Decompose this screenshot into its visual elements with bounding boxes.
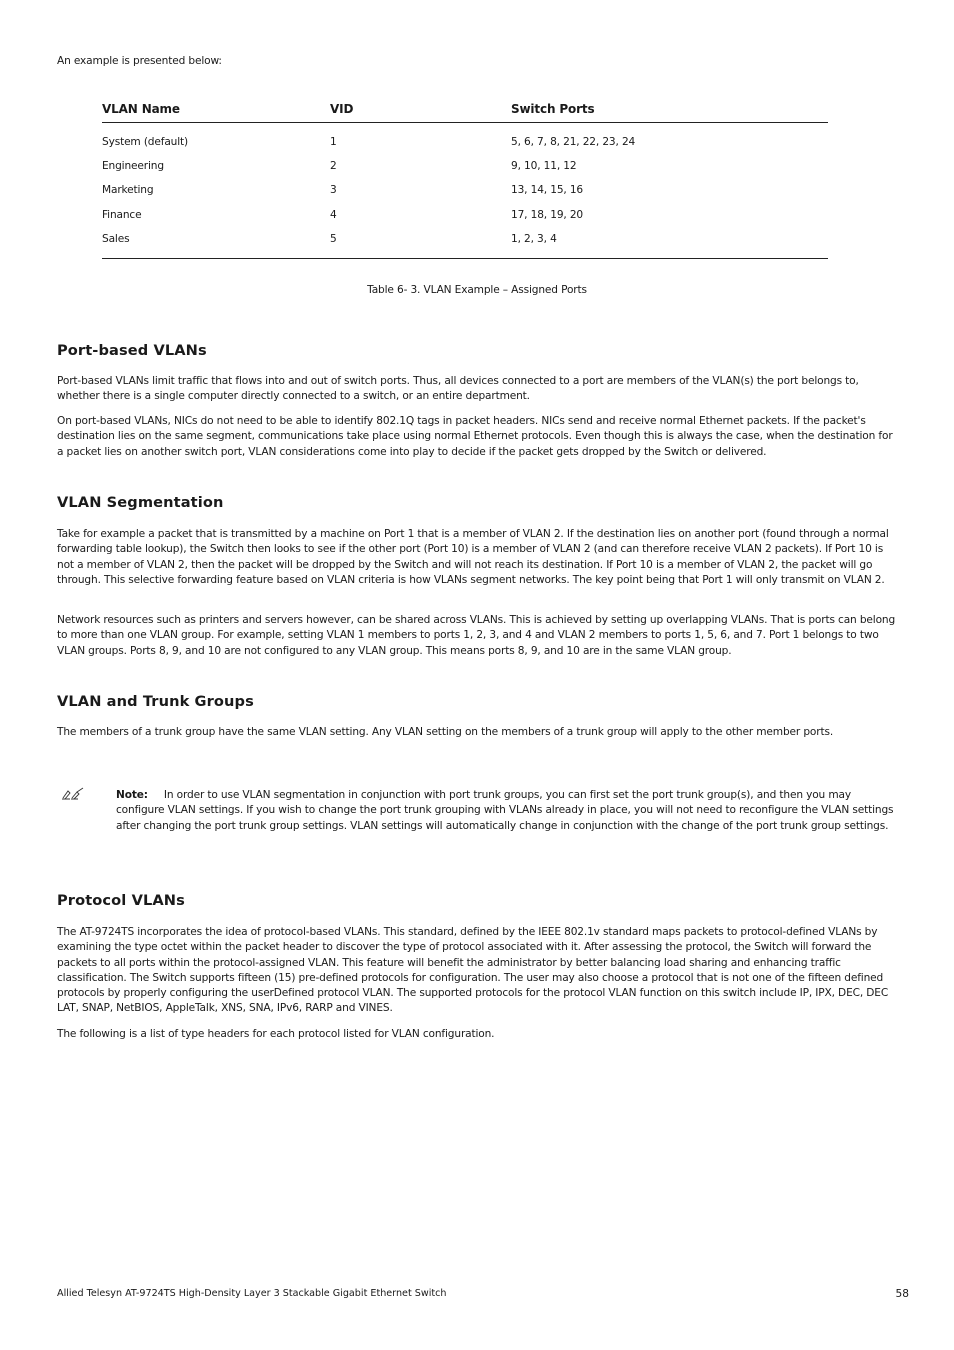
cell-vid: 5 (330, 232, 337, 245)
cell-switch-ports: 1, 2, 3, 4 (511, 232, 557, 245)
cell-vid: 2 (330, 160, 337, 173)
table-caption: Table 6- 3. VLAN Example – Assigned Ports (367, 284, 587, 296)
table-row (102, 232, 828, 256)
cell-vlan-name: Finance (102, 208, 142, 221)
port-based-paragraph-1: Port-based VLANs limit traffic that flows into and out of switch ports. Thus, all devices connected to a port are members of the VLAN(s) the port belongs to, whether there is a single computer directly connected to a switch, or an entire department. (57, 375, 859, 403)
intro-text: An example is presented below: (57, 55, 222, 67)
cell-switch-ports: 13, 14, 15, 16 (511, 184, 584, 197)
heading-protocol-vlans: Protocol VLANs (57, 892, 185, 909)
heading-vlan-trunk-groups: VLAN and Trunk Groups (57, 693, 254, 710)
cell-vid: 3 (330, 184, 337, 197)
heading-port-based-vlans: Port-based VLANs (57, 342, 207, 359)
footer-product-name: Allied Telesyn AT-9724TS High-Density Layer 3 Stackable Gigabit Ethernet Switch (57, 1288, 447, 1299)
cell-vlan-name: Marketing (102, 184, 154, 197)
cell-vlan-name: Sales (102, 232, 130, 245)
footer-page-number: 58 (895, 1288, 909, 1300)
port-based-paragraph-2: On port-based VLANs, NICs do not need to be able to identify 802.1Q tags in packet headers. NICs send and receive normal Ethernet packets. If the packet's destination lies on the same segment, communications take place using normal Ethernet protocols. Even though this is always the case, when the destination for a packet lies on another switch port, VLAN considerations come into play to decide if the packet gets dropped by the Switch or delivered. (57, 415, 893, 458)
protocol-paragraph-2: The following is a list of type headers for each protocol listed for VLAN configuration. (57, 1028, 495, 1040)
trunk-paragraph-1: The members of a trunk group have the same VLAN setting. Any VLAN setting on the members of a trunk group will apply to the other member ports. (57, 726, 834, 738)
header-vid: VID (330, 102, 354, 116)
heading-vlan-segmentation: VLAN Segmentation (57, 494, 224, 511)
cell-vlan-name: System (default) (102, 136, 189, 148)
note-text: In order to use VLAN segmentation in conjunction with port trunk groups, you can first set the port trunk group(s), and then you may configure VLAN settings. If you wish to change the port trunk grouping with VLANs already in place, you will not need to reconfigure the VLAN settings after changing the port trunk group settings. VLAN settings will automatically change in conjunction with the change of the port trunk group settings. (116, 789, 894, 832)
header-vlan-name: VLAN Name (102, 102, 180, 116)
table-row (102, 208, 828, 232)
segmentation-paragraph-1: Take for example a packet that is transmitted by a machine on Port 1 that is a member of VLAN 2. If the destination lies on another port (found through a normal forwarding table lookup), the Switch then looks to see if the other port (Port 10) is a member of VLAN 2 (and can therefore receive VLAN 2 packets). If Port 10 is not a member of VLAN 2, then the packet will be dropped by the Switch and will not reach its destination. If Port 10 is a member of VLAN 2, the packet will go through. This selective forwarding feature based on VLAN criteria is how VLANs segment networks. The key point being that Port 1 will only transmit on VLAN 2. (57, 528, 889, 586)
table-row (102, 135, 828, 159)
table-row (102, 159, 828, 183)
header-switch-ports: Switch Ports (511, 102, 595, 116)
segmentation-paragraph-2: Network resources such as printers and servers however, can be shared across VLANs. This is achieved by setting up overlapping VLANs. That is ports can belong to more than one VLAN group. For example, setting VLAN 1 members to ports 1, 2, 3, and 4 and VLAN 2 members to ports 1, 5, 6, and 7. Port 1 belongs to two VLAN groups. Ports 8, 9, and 10 are not configured to any VLAN group. This means ports 8, 9, and 10 are in the same VLAN group. (57, 614, 896, 657)
vlan-table-header (102, 100, 828, 123)
note-label: Note: (116, 789, 148, 801)
protocol-paragraph-1: The AT-9724TS incorporates the idea of protocol-based VLANs. This standard, defined by the IEEE 802.1v standard maps packets to protocol-defined VLANs by examining the type octet within the packet header to discover the type of protocol associated with it. After assessing the protocol, the Switch will forward the packets to all ports within the protocol-assigned VLAN. This feature will benefit the administrator by better balancing load sharing and enhancing traffic classification. The Switch supports fifteen (15) pre-defined protocols for configuration. The user may also choose a protocol that is not one of the fifteen defined protocols by properly configuring the userDefined protocol VLAN. The supported protocols for the protocol VLAN function on this switch include IP, IPX, DEC, DEC LAT, SNAP, NetBIOS, AppleTalk, XNS, SNA, IPv6, RARP and VINES. (57, 926, 889, 1015)
note-block (116, 788, 896, 834)
cell-switch-ports: 9, 10, 11, 12 (511, 160, 577, 173)
table-row (102, 183, 828, 207)
cell-switch-ports: 5, 6, 7, 8, 21, 22, 23, 24 (511, 136, 636, 148)
note-pencil-icon (60, 786, 86, 800)
vlan-table (102, 100, 828, 259)
cell-vid: 4 (330, 208, 337, 221)
cell-vlan-name: Engineering (102, 160, 164, 173)
cell-vid: 1 (330, 136, 337, 148)
cell-switch-ports: 17, 18, 19, 20 (511, 208, 584, 221)
vlan-table-body (102, 123, 828, 259)
